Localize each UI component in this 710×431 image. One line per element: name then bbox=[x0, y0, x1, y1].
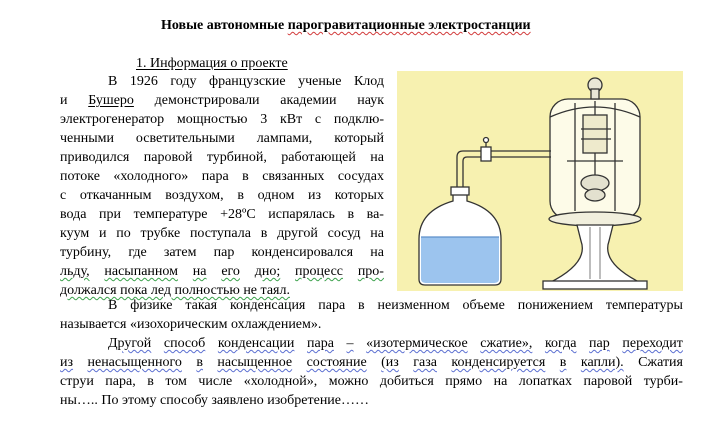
p1-line: вода при температуре +28ºС испарялась в ва- bbox=[60, 207, 384, 222]
title-part-2: парогравитационные электростанции bbox=[287, 18, 531, 33]
p1-line: В 1926 году французские ученые Клод bbox=[108, 74, 384, 89]
p2-line: В физике такая конденсация пара в неизменном объеме понижением температуры bbox=[108, 298, 683, 313]
apparatus-illustration bbox=[397, 71, 683, 291]
p1-line: ченными осветительными лампами, который bbox=[60, 131, 384, 146]
p1-line: должался пока лед полностью не таял. bbox=[60, 283, 290, 298]
p1-line: куум и по трубке поступала в другой сосуд на bbox=[60, 226, 384, 241]
section-heading: 1. Информация о проекте bbox=[136, 56, 288, 71]
p1-line: льду, насыпанном на его дно; процесс про- bbox=[60, 264, 384, 279]
p1-line: приводился паровой турбиной, работающей на bbox=[60, 150, 384, 165]
p1-line: турбину, где затем пар конденсировался на bbox=[60, 245, 384, 260]
p1-line: и Бушеро демонстрировали академии наук bbox=[60, 93, 384, 108]
p3-line: ны….. По этому способу заявлено изобретение…… bbox=[60, 393, 370, 408]
p3-line: Другой способ конденсации пара – «изотермическое сжатие», когда пар переходит bbox=[108, 336, 683, 351]
document-title bbox=[161, 16, 531, 35]
bell-jar bbox=[549, 78, 641, 226]
p1-line: с откачанным воздухом, в одном из которых bbox=[60, 188, 384, 203]
p2-line: называется «изохорическим охлаждением». bbox=[60, 317, 322, 332]
title-part-1: Новые автономные bbox=[161, 18, 288, 33]
p1-line: потоке «холодного» пара в связанных сосудах bbox=[60, 169, 384, 184]
p3-line: из ненасыщенного в насыщенное состояние (из газа конденсируется в капли). Сжатия bbox=[60, 355, 683, 370]
p3-line: струи пара, в том числе «холодной», можно добиться прямо на лопатках паровой турби- bbox=[60, 374, 683, 389]
p1-line: электрогенератор мощностью 3 кВт с подклю- bbox=[60, 112, 384, 127]
apparatus-figure bbox=[397, 71, 683, 291]
